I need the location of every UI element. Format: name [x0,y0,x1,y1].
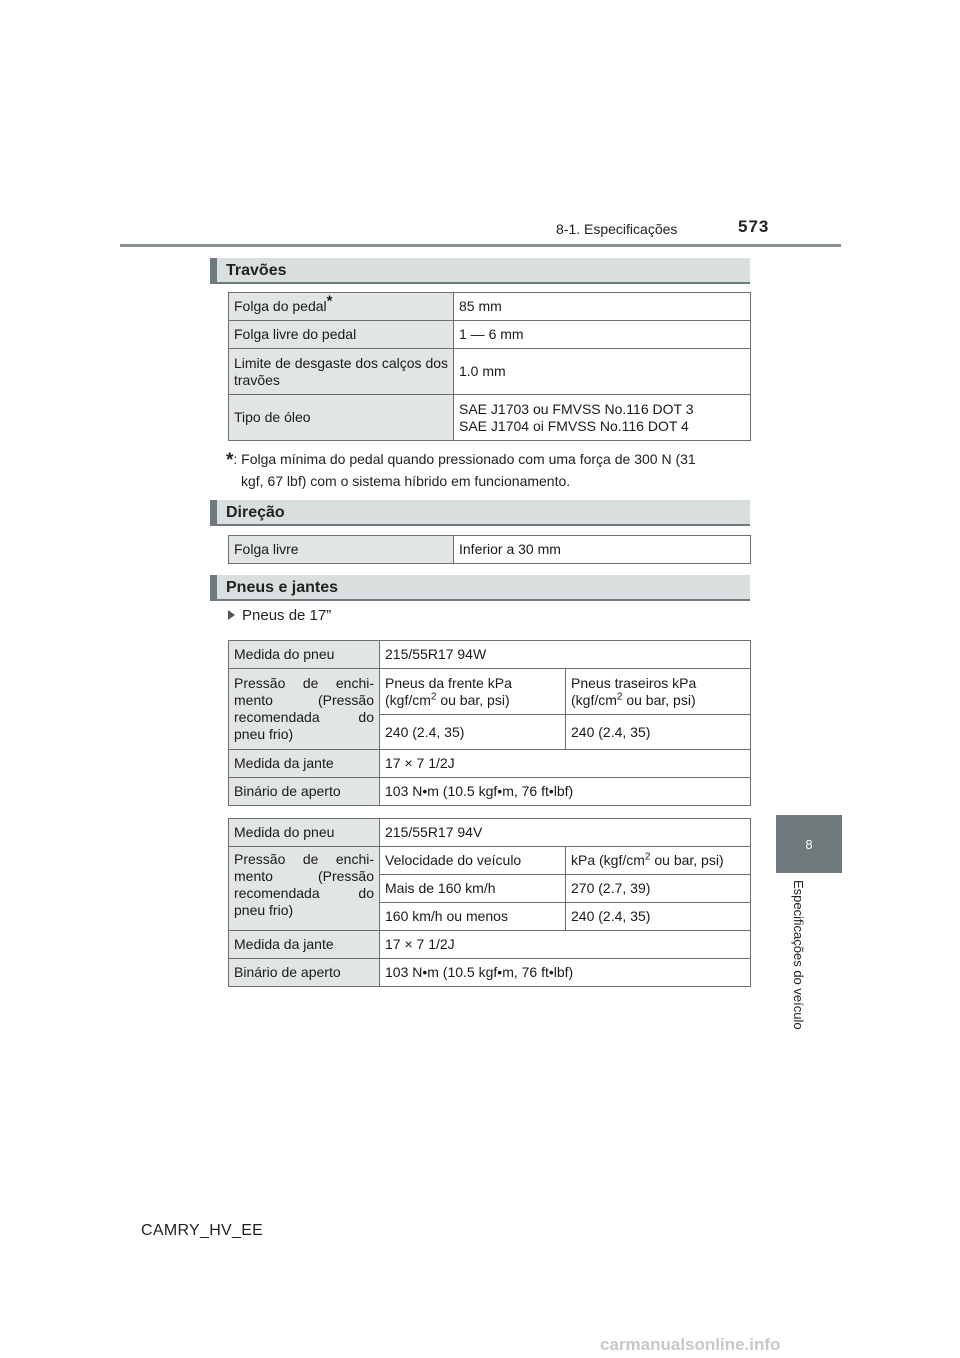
table-cell-value: 160 km/h ou menos [380,903,566,931]
table-row [229,959,751,987]
table-cell-value: Mais de 160 km/h [380,875,566,903]
table-cell-value: 103 N•m (10.5 kgf•m, 76 ft•lbf) [380,778,751,806]
section-title: Direção [226,504,285,521]
table-cell-value: 240 (2.4, 35) [566,903,751,931]
table-cell-head: Pneus traseiros kPa ($kgf/cm^2$ ou bar, psi) [566,669,751,715]
table-cell-label: Folga livre do pedal [229,321,454,349]
table-cell-label: Medida do pneu [229,641,380,669]
table-cell-label: Pressão de enchi-mento (Pressão recomendada do pneu frio) [229,669,380,750]
table-cell-label: Tipo de óleo [229,395,454,441]
header-rule [120,244,841,247]
chapter-number: 8 [805,836,813,852]
table-cell-value: 1.0 mm [454,349,751,395]
table-row [229,669,751,715]
table-row [229,321,751,349]
page-number: 573 [738,217,770,236]
section-pneus [210,575,750,601]
table-cell-label: Folga livre [229,536,454,564]
footnote: *: Folga mínima do pedal quando pressionado com uma força de 300 N (31 kgf, 67 lbf) com o sistema híbrido em funcionamento. [226,450,696,489]
table-cell-value: Inferior a 30 mm [454,536,751,564]
section-direcao [210,500,750,526]
table-cell-value: SAE J1703 ou FMVSS No.116 DOT 3 SAE J1704 oi FMVSS No.116 DOT 4 [454,395,751,441]
triangle-bullet-icon [228,610,235,620]
table-cell-label: Binário de aperto [229,959,380,987]
table-cell-label: Pressão de enchi-mento (Pressão recomendada do pneu frio) [229,847,380,931]
chapter-tab [776,815,842,873]
model-code: CAMRY_HV_EE [141,1222,264,1239]
table-row [229,536,751,564]
table-cell-label: Medida da jante [229,931,380,959]
chapter-label: Especificações do veículo [791,880,806,1030]
tire-table-94v [228,818,751,987]
footnote-mark: * [226,450,234,471]
section-heading: 8-1. Especificações [556,221,678,237]
table-row [229,778,751,806]
table-cell-value: 103 N•m (10.5 kgf•m, 76 ft•lbf) [380,959,751,987]
table-cell-label: Folga do pedal* [229,293,454,321]
table-cell-value: 240 (2.4, 35) [566,715,751,750]
table-cell-value: 215/55R17 94V [380,819,751,847]
table-cell-label: Medida do pneu [229,819,380,847]
table-row [229,750,751,778]
table-cell-head: Pneus da frente kPa ($kgf/cm^2$ ou bar, psi) [380,669,566,715]
section-title: Travões [226,262,287,279]
table-cell-label: Binário de aperto [229,778,380,806]
table-cell-value: 215/55R17 94W [380,641,751,669]
table-cell-head: Velocidade do veículo [380,847,566,875]
table-cell-value: 17 × 7 1/2J [380,750,751,778]
table-row [229,931,751,959]
table-row [229,847,751,875]
section-travoes [210,258,750,284]
table-row [229,819,751,847]
bullet-item: Pneus de 17” [228,607,331,624]
brakes-table [228,292,751,441]
table-cell-label: Limite de desgaste dos calços dos travões [229,349,454,395]
table-row [229,349,751,395]
table-row [229,641,751,669]
table-row [229,395,751,441]
table-cell-label: Medida da jante [229,750,380,778]
section-title: Pneus e jantes [226,579,339,596]
tire-table-94w [228,640,751,806]
watermark: carmanualsonline.info [600,1335,781,1354]
table-cell-value: 1 — 6 mm [454,321,751,349]
table-cell-value: 85 mm [454,293,751,321]
table-cell-head: kPa ($kgf/cm^2$ ou bar, psi) [566,847,751,875]
table-cell-value: 17 × 7 1/2J [380,931,751,959]
table-cell-value: 240 (2.4, 35) [380,715,566,750]
steering-table [228,535,751,564]
table-row [229,293,751,321]
table-cell-value: 270 (2.7, 39) [566,875,751,903]
